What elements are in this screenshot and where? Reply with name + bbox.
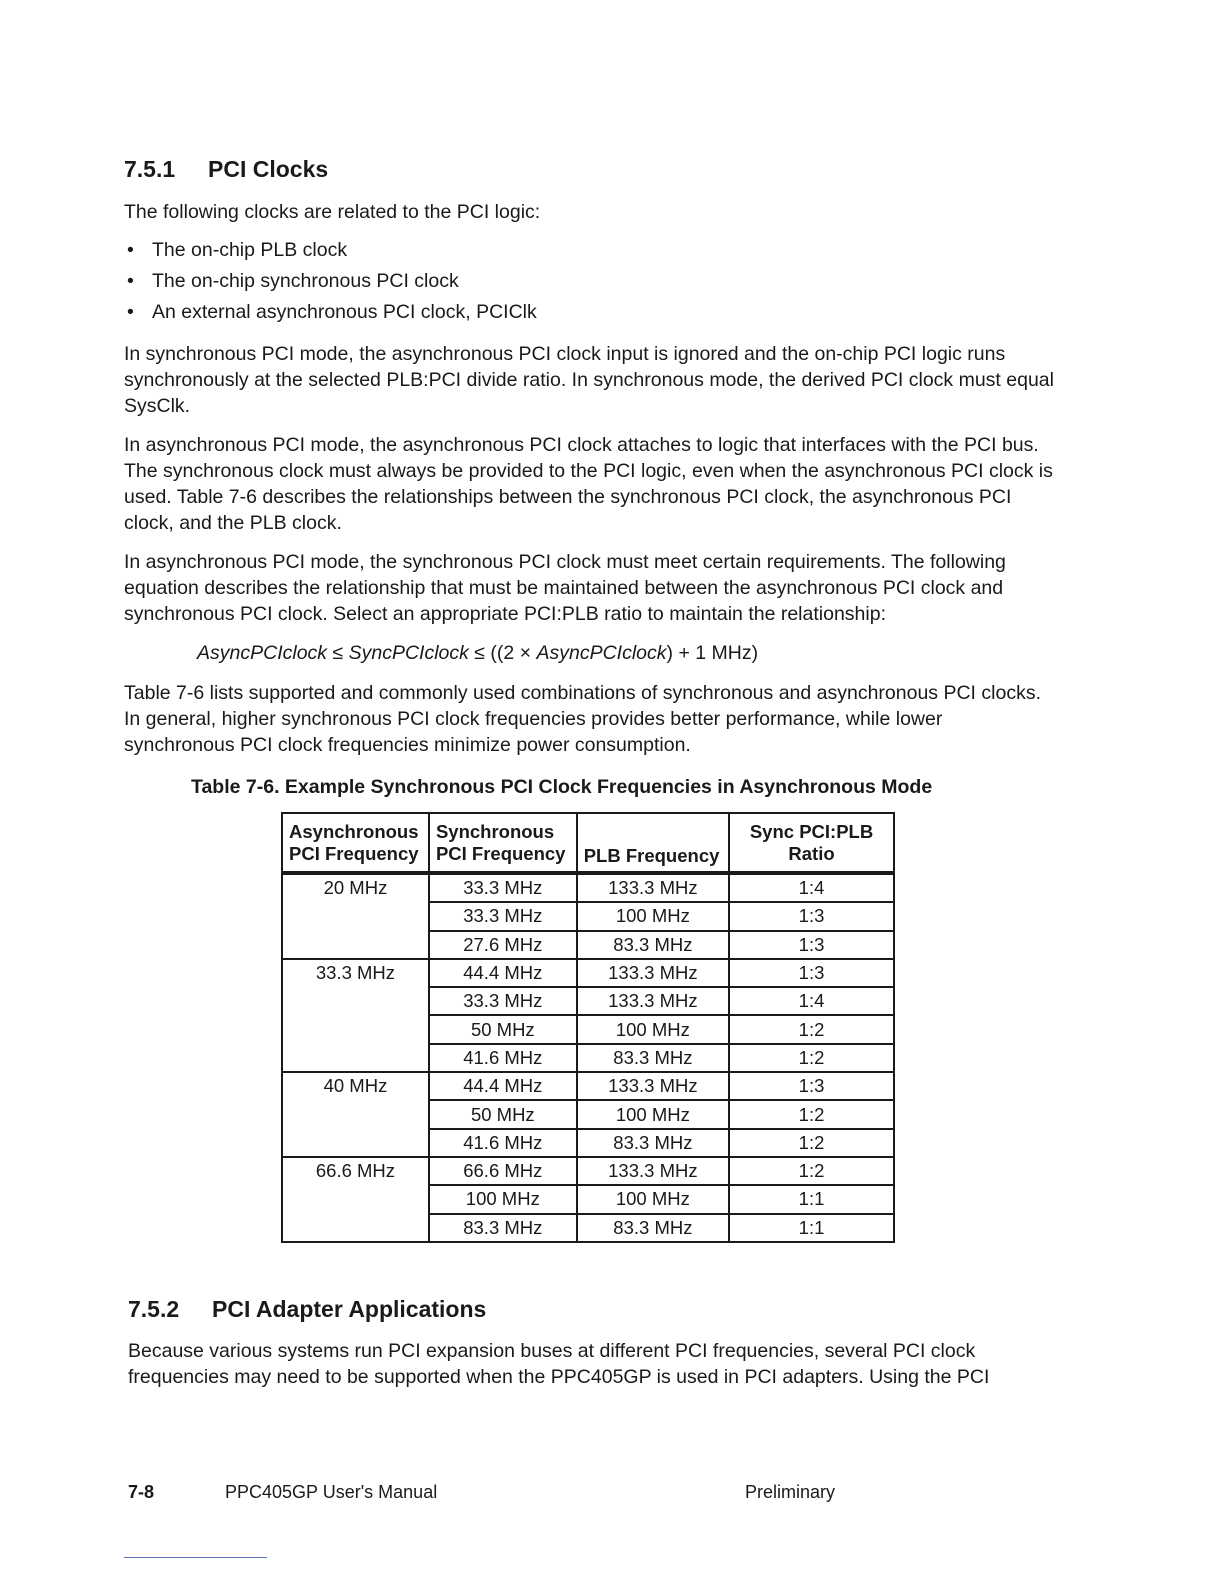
adapter-paragraph: Because various systems run PCI expansion buses at different PCI frequencies, several PCI clock frequencies may need to be supported when the PPC405GP is used in PCI adapters. Using the PCI bbox=[128, 1340, 990, 1388]
plb-freq-cell: 133.3 MHz bbox=[577, 987, 729, 1015]
table-intro-paragraph: Table 7-6 lists supported and commonly used combinations of synchronous and asynchronous PCI clocks. In general, higher synchronous PCI clock frequencies provides better performance, while lower synchronous PCI clock frequencies minimize power consumption. bbox=[124, 682, 1041, 756]
table-row bbox=[282, 873, 894, 902]
footer-status: Preliminary bbox=[745, 1482, 836, 1502]
sync-freq-cell: 100 MHz bbox=[429, 1185, 577, 1213]
sync-freq-cell: 50 MHz bbox=[429, 1100, 577, 1128]
plb-freq-cell: 133.3 MHz bbox=[577, 873, 729, 902]
requirements-paragraph: In asynchronous PCI mode, the synchronous PCI clock must meet certain requirements. The following equation describes the relationship that must be maintained between the asynchronous PCI clock and synchronous PCI clock. Select an appropriate PCI:PLB ratio to maintain the relationship: bbox=[124, 551, 1006, 625]
ratio-cell: 1:1 bbox=[729, 1185, 894, 1213]
plb-freq-cell: 133.3 MHz bbox=[577, 1157, 729, 1185]
list-item: • An external asynchronous PCI clock, PCIClk bbox=[127, 301, 537, 323]
bullet-icon: • bbox=[127, 270, 134, 292]
plb-freq-cell: 83.3 MHz bbox=[577, 1129, 729, 1157]
header-sync-freq: Synchronous PCI Frequency bbox=[429, 813, 577, 873]
sync-freq-cell: 41.6 MHz bbox=[429, 1129, 577, 1157]
ratio-cell: 1:3 bbox=[729, 902, 894, 930]
sync-freq-cell: 27.6 MHz bbox=[429, 931, 577, 959]
ratio-cell: 1:2 bbox=[729, 1015, 894, 1043]
ratio-cell: 1:2 bbox=[729, 1157, 894, 1185]
section-title: PCI Adapter Applications bbox=[212, 1296, 487, 1322]
table-row bbox=[282, 1072, 894, 1100]
bullet-icon: • bbox=[127, 301, 134, 323]
ratio-cell: 1:3 bbox=[729, 931, 894, 959]
footer-rule bbox=[124, 1557, 267, 1558]
sync-freq-cell: 33.3 MHz bbox=[429, 873, 577, 902]
list-item: • The on-chip PLB clock bbox=[127, 239, 348, 261]
ratio-cell: 1:2 bbox=[729, 1100, 894, 1128]
plb-freq-cell: 133.3 MHz bbox=[577, 1072, 729, 1100]
ratio-cell: 1:2 bbox=[729, 1044, 894, 1072]
async-freq-cell: 20 MHz bbox=[282, 873, 429, 959]
async-mode-paragraph: In asynchronous PCI mode, the asynchronous PCI clock attaches to logic that interfaces with the PCI bus. The synchronous clock must always be provided to the PCI logic, even when the asynchronous PCI clock is used. Table 7-6 describes the relationships between the synchronous PCI clock, the asynchronous PCI clock, and the PLB clock. bbox=[124, 434, 1053, 534]
table-caption: Table 7-6. Example Synchronous PCI Clock Frequencies in Asynchronous Mode bbox=[191, 776, 933, 798]
sync-freq-cell: 41.6 MHz bbox=[429, 1044, 577, 1072]
ratio-cell: 1:4 bbox=[729, 873, 894, 902]
table-header-row bbox=[282, 813, 894, 873]
section-number: 7.5.1 bbox=[124, 156, 176, 182]
clock-bullet-list bbox=[127, 239, 1027, 332]
async-freq-cell: 40 MHz bbox=[282, 1072, 429, 1157]
plb-freq-cell: 83.3 MHz bbox=[577, 1214, 729, 1242]
intro-paragraph: The following clocks are related to the PCI logic: bbox=[124, 201, 541, 223]
plb-freq-cell: 83.3 MHz bbox=[577, 1044, 729, 1072]
sync-freq-cell: 83.3 MHz bbox=[429, 1214, 577, 1242]
header-ratio: Sync PCI:PLB Ratio bbox=[729, 813, 894, 873]
plb-freq-cell: 100 MHz bbox=[577, 902, 729, 930]
sync-freq-cell: 44.4 MHz bbox=[429, 1072, 577, 1100]
sync-mode-paragraph: In synchronous PCI mode, the asynchronous PCI clock input is ignored and the on-chip PCI logic runs synchronously at the selected PLB:PCI divide ratio. In synchronous mode, the derived PCI clock must equal SysClk. bbox=[124, 343, 1054, 417]
plb-freq-cell: 100 MHz bbox=[577, 1100, 729, 1128]
table-row bbox=[282, 1157, 894, 1185]
bullet-icon: • bbox=[127, 239, 134, 261]
async-freq-cell: 33.3 MHz bbox=[282, 959, 429, 1072]
plb-freq-cell: 100 MHz bbox=[577, 1015, 729, 1043]
section-heading-7-5-2 bbox=[128, 1296, 486, 1323]
ratio-cell: 1:1 bbox=[729, 1214, 894, 1242]
table-row bbox=[282, 959, 894, 987]
clock-frequency-table bbox=[281, 812, 895, 1243]
list-item: • The on-chip synchronous PCI clock bbox=[127, 270, 459, 292]
header-plb-freq: PLB Frequency bbox=[577, 813, 729, 873]
plb-freq-cell: 133.3 MHz bbox=[577, 959, 729, 987]
sync-freq-cell: 50 MHz bbox=[429, 1015, 577, 1043]
header-async-freq: Asynchronous PCI Frequency bbox=[282, 813, 429, 873]
footer-page-number: 7-8 bbox=[128, 1482, 155, 1502]
sync-freq-cell: 33.3 MHz bbox=[429, 902, 577, 930]
section-number: 7.5.2 bbox=[128, 1296, 180, 1322]
async-freq-cell: 66.6 MHz bbox=[282, 1157, 429, 1242]
sync-freq-cell: 66.6 MHz bbox=[429, 1157, 577, 1185]
ratio-cell: 1:3 bbox=[729, 1072, 894, 1100]
section-heading-7-5-1 bbox=[124, 156, 328, 183]
ratio-cell: 1:3 bbox=[729, 959, 894, 987]
sync-freq-cell: 44.4 MHz bbox=[429, 959, 577, 987]
plb-freq-cell: 83.3 MHz bbox=[577, 931, 729, 959]
clock-equation: AsyncPCIclock ≤ SyncPCIclock ≤ ((2 × AsyncPCIclock) + 1 MHz) bbox=[197, 642, 759, 664]
footer-manual-title: PPC405GP User's Manual bbox=[225, 1482, 438, 1502]
ratio-cell: 1:2 bbox=[729, 1129, 894, 1157]
sync-freq-cell: 33.3 MHz bbox=[429, 987, 577, 1015]
section-title: PCI Clocks bbox=[208, 156, 329, 182]
ratio-cell: 1:4 bbox=[729, 987, 894, 1015]
plb-freq-cell: 100 MHz bbox=[577, 1185, 729, 1213]
